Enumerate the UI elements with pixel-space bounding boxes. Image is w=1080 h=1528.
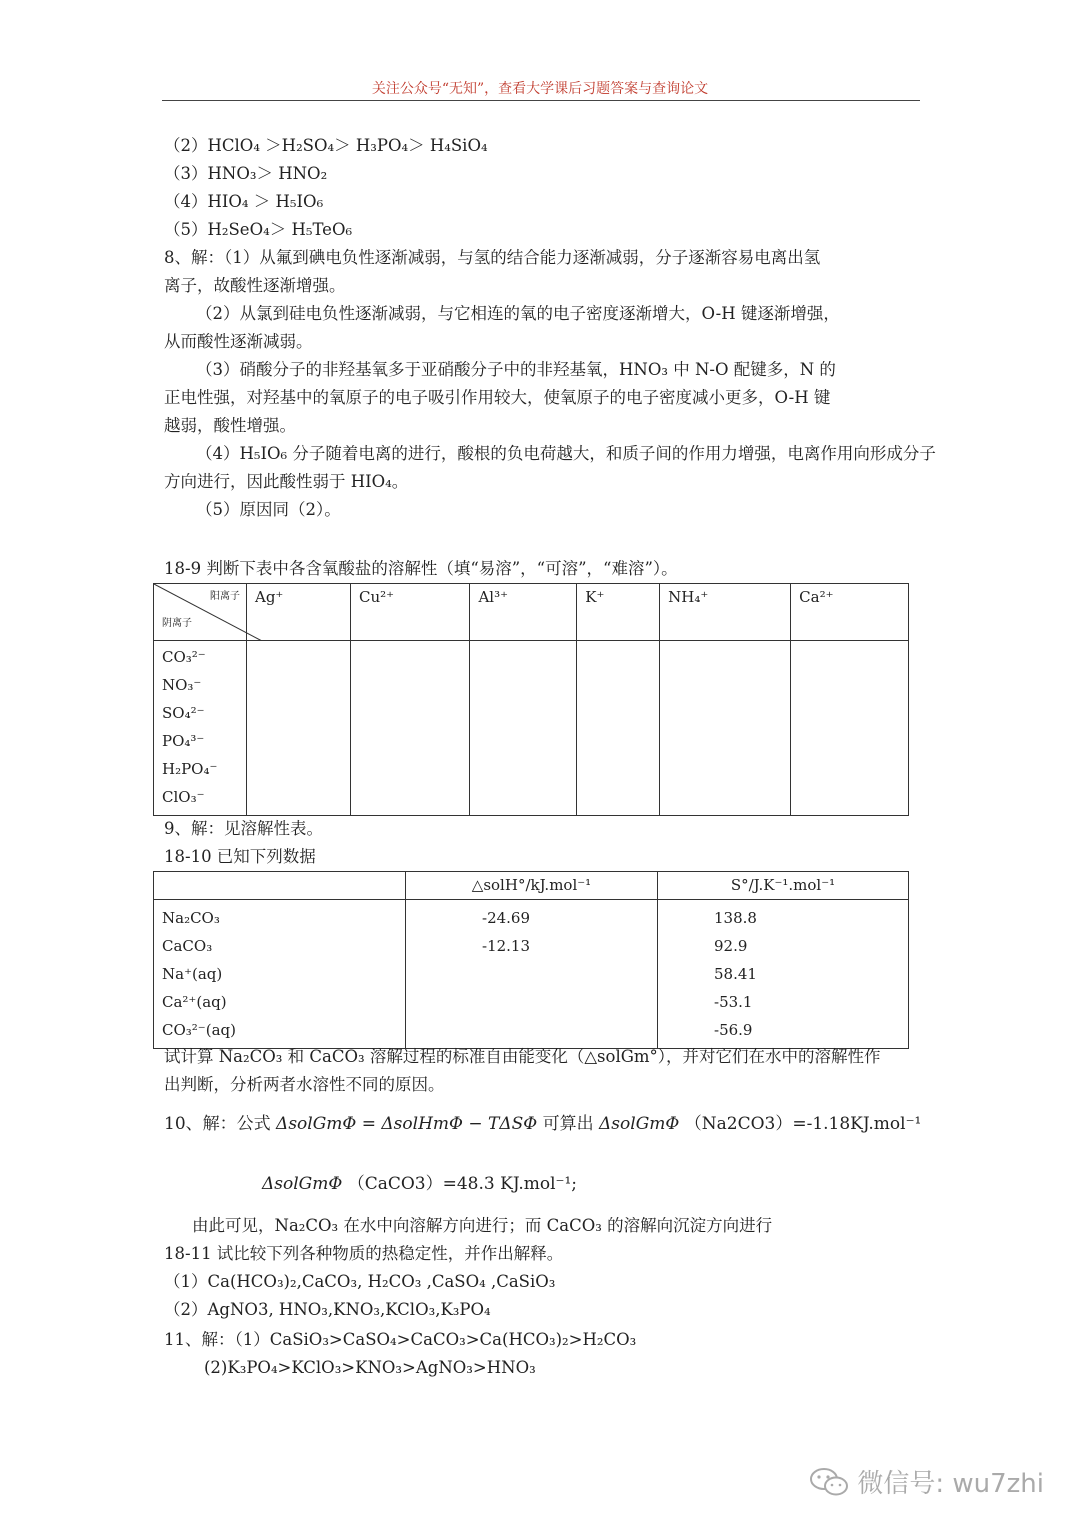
anion-label: SO₄²⁻ bbox=[162, 704, 205, 722]
ans7-item: （3）HNO₃＞ HNO₂ bbox=[164, 164, 328, 183]
empty-cell bbox=[351, 641, 470, 816]
species-name: Ca²⁺(aq) bbox=[162, 993, 227, 1011]
s-value: 92.9 bbox=[714, 937, 748, 955]
ans10-line2 bbox=[262, 1170, 577, 1198]
ans8-block bbox=[164, 244, 936, 524]
gibbs-formula: ΔsolGmΦ = ΔsolHmΦ − TΔSΦ bbox=[276, 1114, 538, 1134]
anion-label: CO₃²⁻ bbox=[162, 648, 206, 666]
h-value: -24.69 bbox=[482, 909, 531, 927]
cation-header: Ag⁺ bbox=[247, 584, 351, 641]
anion-label: NO₃⁻ bbox=[162, 676, 202, 694]
corner-diagonal bbox=[154, 584, 262, 641]
q18-11-item: （2）AgNO3, HNO₃,KNO₃,KClO₃,K₃PO₄ bbox=[164, 1300, 491, 1319]
ans11-line: 11、解：（1）CaSiO₃>CaSO₄>CaCO₃>Ca(HCO₃)₂>H₂CO₃ bbox=[164, 1330, 637, 1349]
q18-11-item: （1）Ca(HCO₃)₂,CaCO₃, H₂CO₃ ,CaSO₄ ,CaSiO₃ bbox=[164, 1272, 556, 1291]
anion-label: PO₄³⁻ bbox=[162, 732, 205, 750]
ans7-list bbox=[164, 132, 488, 244]
ans9: 9、解：见溶解性表。 bbox=[164, 819, 323, 838]
thermo-h-values bbox=[406, 900, 658, 1049]
cation-header: Al³⁺ bbox=[470, 584, 577, 641]
ans11 bbox=[164, 1326, 636, 1382]
page-header: 关注公众号“无知”，查看大学课后习题答案与查询论文 bbox=[371, 81, 709, 97]
empty-cell bbox=[577, 641, 660, 816]
empty-cell bbox=[791, 641, 909, 816]
species-name: Na₂CO₃ bbox=[162, 909, 220, 927]
ans8-line: 越弱，酸性增强。 bbox=[164, 416, 296, 435]
header-divider bbox=[162, 100, 920, 101]
ans8-line: 离子，故酸性逐渐增强。 bbox=[164, 276, 346, 295]
ans8-line: （4）H₅IO₆ 分子随着电离的进行，酸根的负电荷越大，和质子间的作用力增强，电离作用向形成分子 bbox=[196, 444, 936, 463]
anion-label: H₂PO₄⁻ bbox=[162, 760, 218, 778]
ans7-item: （4）HIO₄ ＞ H₅IO₆ bbox=[164, 192, 324, 211]
anion-list bbox=[154, 641, 247, 816]
ans10-prefix: 10、解：公式 bbox=[164, 1114, 271, 1134]
ans7-item: （2）HClO₄ ＞H₂SO₄＞ H₃PO₄＞ H₄SiO₄ bbox=[164, 136, 488, 155]
s-value: -53.1 bbox=[714, 993, 753, 1011]
cation-header: K⁺ bbox=[577, 584, 660, 641]
thermo-s-values bbox=[658, 900, 909, 1049]
ans10-mid: 可算出 bbox=[542, 1114, 594, 1134]
empty-cell bbox=[470, 641, 577, 816]
ans10-ca-result: （CaCO3）=48.3 KJ.mol⁻¹; bbox=[347, 1174, 578, 1194]
q18-9-title: 18-9 判断下表中各含氧酸盐的溶解性（填“易溶”，“可溶”，“难溶”）。 bbox=[164, 559, 678, 578]
h-value bbox=[482, 1016, 649, 1044]
species-name: CaCO₃ bbox=[162, 937, 213, 955]
ans7-item: （5）H₂SeO₄＞ H₅TeO₆ bbox=[164, 220, 353, 239]
ans8-line: （5）原因同（2）。 bbox=[196, 500, 341, 519]
empty-cell bbox=[247, 641, 351, 816]
wechat-watermark bbox=[809, 1463, 1044, 1500]
q18-11-title: 18-11 试比较下列各种物质的热稳定性，并作出解释。 bbox=[164, 1244, 564, 1263]
ans10-line1 bbox=[164, 1110, 921, 1138]
species-name: Na⁺(aq) bbox=[162, 965, 223, 983]
question-line: 出判断，分析两者水溶性不同的原因。 bbox=[164, 1075, 445, 1094]
corner-cation-label: 阳离子 bbox=[210, 591, 240, 602]
ans8-line: （2）从氯到硅电负性逐渐减弱，与它相连的氧的电子密度逐渐增大，O-H 键逐渐增强， bbox=[196, 304, 840, 323]
ans8-line: （3）硝酸分子的非羟基氧多于亚硝酸分子中的非羟基氧，HNO₃ 中 N-O 配键多，N 的 bbox=[196, 360, 836, 379]
corner-anion-label: 阴离子 bbox=[162, 618, 192, 629]
ans8-line: 正电性强，对羟基中的氧原子的电子吸引作用较大，使氧原子的电子密度减小更多，O-H 键 bbox=[164, 388, 831, 407]
thermo-names bbox=[154, 900, 406, 1049]
cation-header: Ca²⁺ bbox=[791, 584, 909, 641]
watermark-text: 微信号: wu7zhi bbox=[857, 1469, 1044, 1499]
cation-header: NH₄⁺ bbox=[660, 584, 791, 641]
question-line: 试计算 Na₂CO₃ 和 CaCO₃ 溶解过程的标准自由能变化（△solGm°），并对它们在水中的溶解性作 bbox=[164, 1047, 881, 1066]
cation-header: Cu²⁺ bbox=[351, 584, 470, 641]
gibbs-symbol: ΔsolGmΦ bbox=[262, 1174, 343, 1194]
s-value: 138.8 bbox=[714, 909, 757, 927]
ans10-na-result: （Na2CO3）=-1.18KJ.mol⁻¹ bbox=[684, 1114, 922, 1134]
thermo-corner bbox=[154, 872, 406, 900]
gibbs-symbol: ΔsolGmΦ bbox=[599, 1114, 680, 1134]
ans11-line: (2)K₃PO₄>KClO₃>KNO₃>AgNO₃>HNO₃ bbox=[204, 1358, 536, 1377]
wechat-icon bbox=[809, 1466, 849, 1498]
species-name: CO₃²⁻(aq) bbox=[162, 1021, 236, 1039]
ans8-line: 方向进行，因此酸性弱于 HIO₄。 bbox=[164, 472, 409, 491]
s-value: -56.9 bbox=[714, 1021, 753, 1039]
thermo-col-s: S°/J.K⁻¹.mol⁻¹ bbox=[658, 872, 909, 900]
ans8-line: 从而酸性逐渐减弱。 bbox=[164, 332, 313, 351]
solubility-table bbox=[153, 583, 909, 816]
h-value: -12.13 bbox=[482, 937, 531, 955]
ans8-line: 8、解：（1）从氟到碘电负性逐渐减弱，与氢的结合能力逐渐减弱，分子逐渐容易电离出氢 bbox=[164, 248, 821, 267]
q18-11 bbox=[164, 1240, 563, 1324]
table-corner-cell bbox=[154, 584, 247, 641]
thermo-table bbox=[153, 871, 909, 1049]
thermo-col-h: △solH°/kJ.mol⁻¹ bbox=[406, 872, 658, 900]
h-value bbox=[482, 988, 649, 1016]
q18-10-question bbox=[164, 1043, 881, 1099]
q18-10-title: 18-10 已知下列数据 bbox=[164, 847, 316, 866]
h-value bbox=[482, 960, 649, 988]
empty-cell bbox=[660, 641, 791, 816]
ans10-conclusion: 由此可见，Na₂CO₃ 在水中向溶解方向进行；而 CaCO₃ 的溶解向沉淀方向进行 bbox=[192, 1216, 773, 1235]
anion-label: ClO₃⁻ bbox=[162, 788, 205, 806]
s-value: 58.41 bbox=[714, 965, 757, 983]
